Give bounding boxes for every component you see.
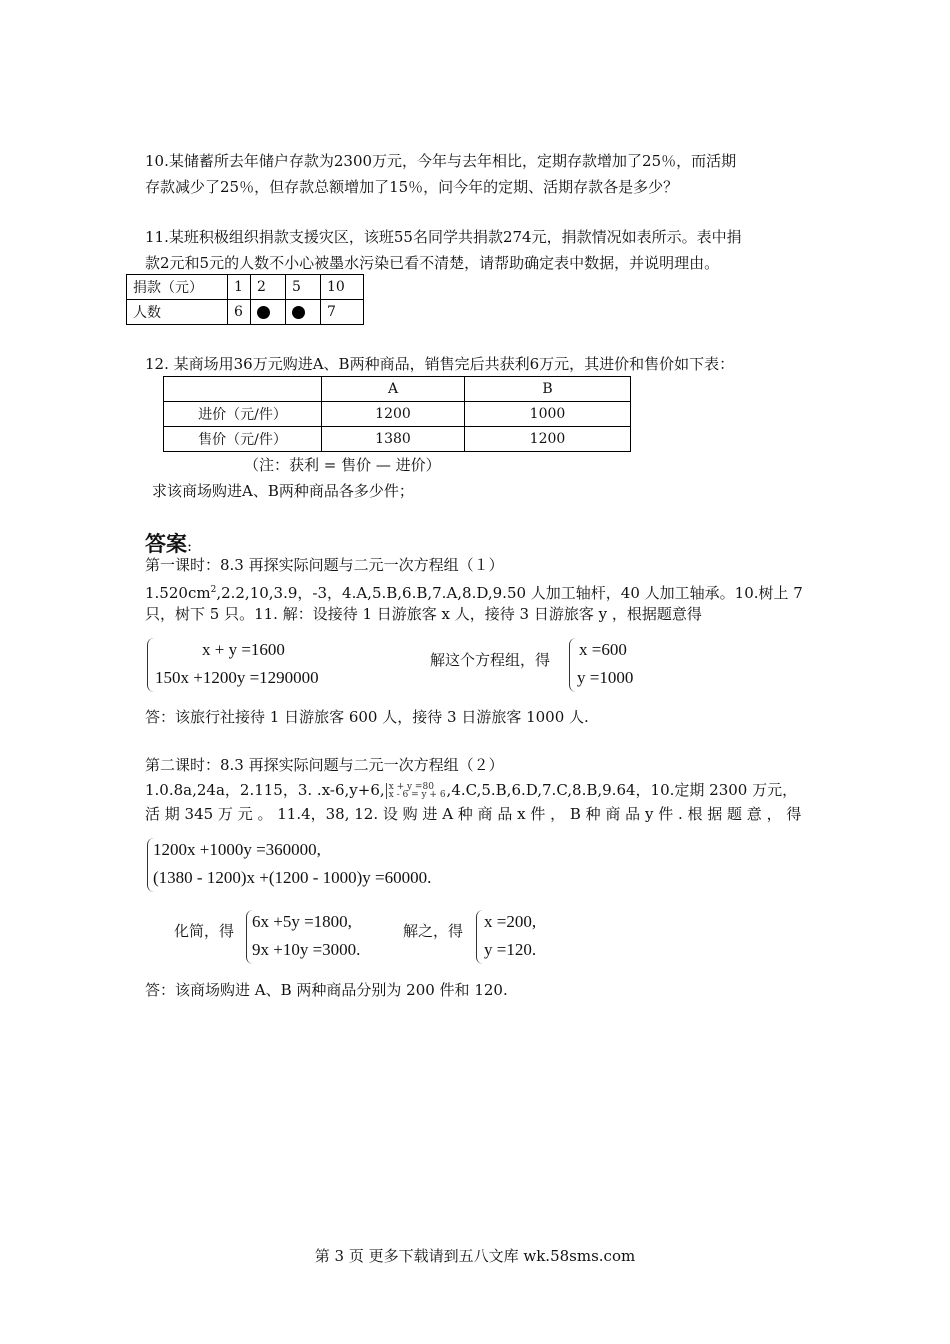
lesson2-line1-pre: 1.0.8a,24a，2.115，3. .x-6,y+6, bbox=[145, 781, 385, 799]
lesson2-line1 bbox=[145, 777, 797, 803]
lesson1-line1-pre: 1.520cm bbox=[145, 584, 211, 602]
simplified-eq-1: 6x +5y =1800, bbox=[252, 912, 352, 931]
solution-brace bbox=[476, 910, 483, 964]
inline-system-eq2: x - 6 = y + 6 bbox=[388, 790, 446, 800]
table-cell: 6 bbox=[228, 300, 251, 325]
table-row bbox=[164, 402, 631, 427]
ink-blot-icon bbox=[292, 306, 305, 319]
lesson1-answer: 答：该旅行社接待 1 日游旅客 600 人，接待 3 日游旅客 1000 人. bbox=[145, 708, 589, 726]
ink-blot-cell bbox=[251, 300, 286, 325]
equation-1: x + y =1600 bbox=[202, 640, 285, 659]
donation-table bbox=[126, 274, 364, 325]
q11-line1: 11.某班积极组织捐款支援灾区，该班55名同学共捐款274元，捐款情况如表所示。表中捐 bbox=[145, 228, 742, 246]
ink-blot-cell bbox=[286, 300, 321, 325]
lesson2-answer: 答：该商场购进 A、B 两种商品分别为 200 件和 120. bbox=[145, 981, 508, 999]
lesson2-line2: 活 期 345 万 元 。 11.4，38, 12. 设 购 进 A 种 商 品 x 件 ， B 种 商 品 y 件 . 根 据 题 意 ， 得 bbox=[145, 805, 802, 823]
solution-2: y =120. bbox=[484, 940, 537, 959]
table-cell: 捐款（元） bbox=[127, 275, 228, 300]
solve-text: 解之，得 bbox=[403, 922, 464, 940]
equation-1: 1200x +1000y =360000, bbox=[153, 840, 321, 859]
solution-2: y =1000 bbox=[577, 668, 634, 687]
lesson1-line1-post: ,2.2,10,3.9，-3，4.A,5.B,6.B,7.A,8.D,9.50 人加工轴杆，40 人加工轴承。10.树上 7 bbox=[216, 584, 803, 602]
solution-brace bbox=[569, 638, 576, 692]
table-cell bbox=[164, 377, 322, 402]
lesson2-line1-post: ,4.C,5.B,6.D,7.C,8.B,9.64，10.定期 2300 万元， bbox=[446, 781, 798, 799]
table-cell: 2 bbox=[251, 275, 286, 300]
superscript: 2 bbox=[210, 585, 217, 595]
table-row bbox=[164, 377, 631, 402]
solution-1: x =600 bbox=[579, 640, 627, 659]
table-cell: 1200 bbox=[465, 427, 631, 452]
table-cell: B bbox=[465, 377, 631, 402]
q12-note: （注：获利 = 售价 — 进价） bbox=[244, 456, 441, 474]
table-cell: 1380 bbox=[322, 427, 465, 452]
inline-system-eq1: x + y =80 bbox=[388, 782, 434, 792]
table-row bbox=[127, 300, 364, 325]
ink-blot-icon bbox=[257, 306, 270, 319]
q12-line1: 12. 某商场用36万元购进A、B两种商品，销售完后共获利6万元，其进价和售价如下表： bbox=[145, 355, 735, 373]
solution-1: x =200, bbox=[484, 912, 537, 931]
q12-question: 求该商场购进A、B两种商品各多少件； bbox=[152, 482, 414, 500]
table-cell: 10 bbox=[321, 275, 364, 300]
answers-heading-colon: : bbox=[187, 537, 193, 555]
answers-heading-text: 答案 bbox=[145, 532, 187, 556]
price-table bbox=[163, 376, 631, 452]
q10-line2: 存款减少了25％，但存款总额增加了15％，问今年的定期、活期存款各是多少？ bbox=[145, 178, 679, 196]
equation-brace bbox=[147, 638, 154, 692]
table-row bbox=[127, 275, 364, 300]
equation-2: 150x +1200y =1290000 bbox=[155, 668, 319, 687]
table-cell: 进价（元/件） bbox=[164, 402, 322, 427]
inline-system bbox=[386, 783, 446, 799]
table-cell: 5 bbox=[286, 275, 321, 300]
simplify-text: 化简，得 bbox=[174, 922, 235, 940]
table-cell: 1200 bbox=[322, 402, 465, 427]
equation-2: (1380 - 1200)x +(1200 - 1000)y =60000. bbox=[153, 868, 432, 887]
lesson2-title: 第二课时：8.3 再探实际问题与二元一次方程组（２） bbox=[145, 756, 504, 774]
table-cell: 售价（元/件） bbox=[164, 427, 322, 452]
lesson1-title: 第一课时：8.3 再探实际问题与二元一次方程组（１） bbox=[145, 556, 504, 574]
table-cell: 1000 bbox=[465, 402, 631, 427]
lesson1-line2: 只，树下 5 只。11. 解：设接待 1 日游旅客 x 人，接待 3 日游旅客 y ，根据题意得 bbox=[145, 605, 702, 623]
table-cell: 7 bbox=[321, 300, 364, 325]
solve-text: 解这个方程组，得 bbox=[430, 651, 551, 669]
simplified-eq-2: 9x +10y =3000. bbox=[252, 940, 361, 959]
q10-line1: 10.某储蓄所去年储户存款为2300万元，今年与去年相比，定期存款增加了25％，而活期 bbox=[145, 152, 737, 170]
table-cell: A bbox=[322, 377, 465, 402]
table-cell: 人数 bbox=[127, 300, 228, 325]
page-footer: 第 3 页 更多下载请到五八文库 wk.58sms.com bbox=[314, 1247, 636, 1265]
q11-line2: 款2元和5元的人数不小心被墨水污染已看不清楚，请帮助确定表中数据，并说明理由。 bbox=[145, 254, 720, 272]
table-cell: 1 bbox=[228, 275, 251, 300]
table-row bbox=[164, 427, 631, 452]
